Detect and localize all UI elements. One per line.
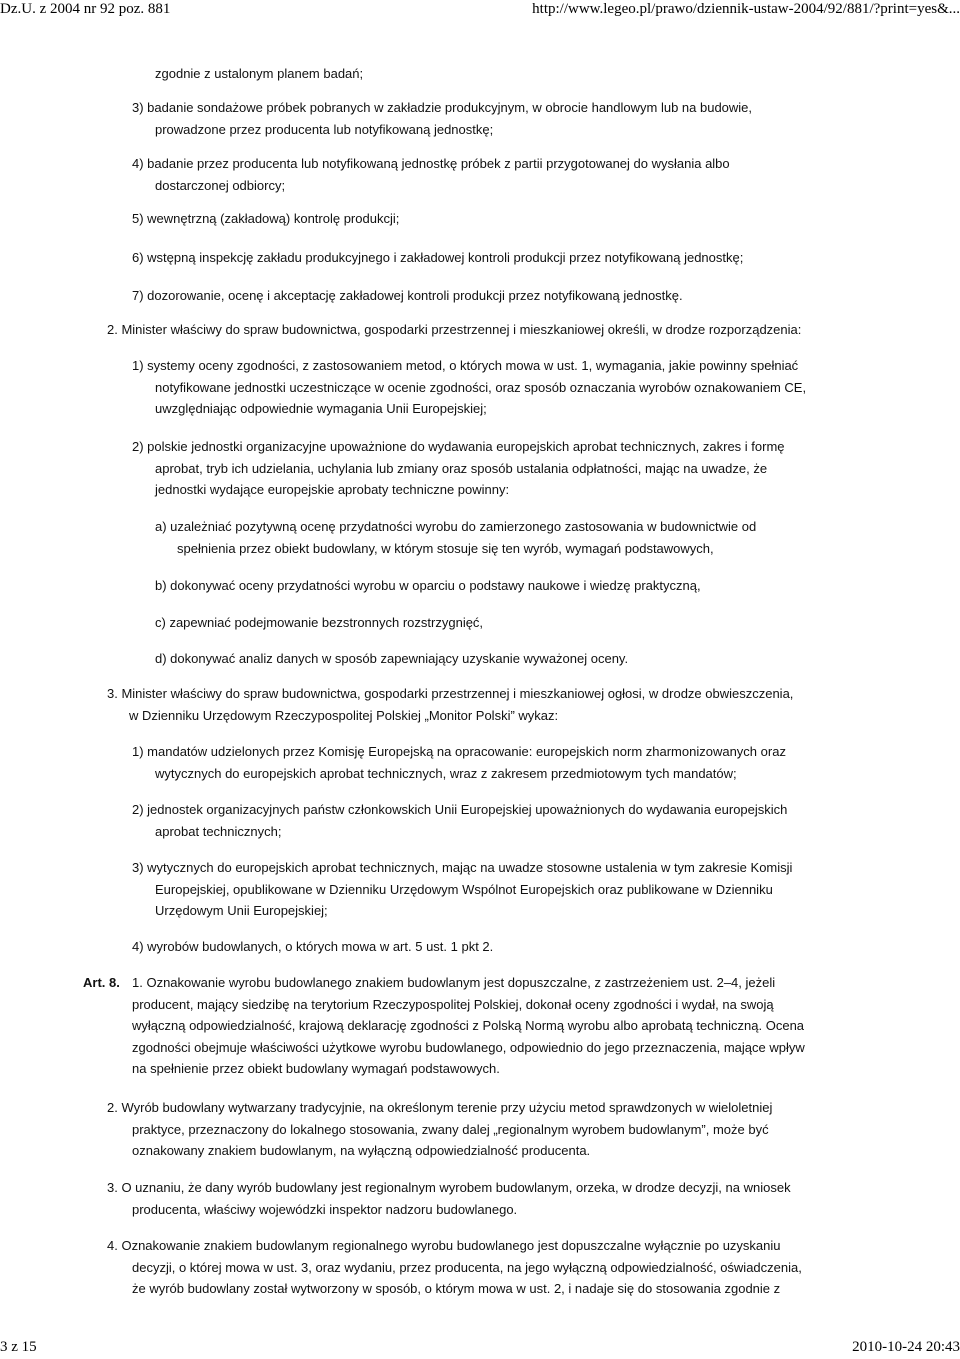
text-line: 7) dozorowanie, ocenę i akceptację zakładowej kontroli produkcji przez notyfikowaną jednostkę. (132, 288, 683, 303)
paragraph (132, 436, 785, 501)
text-line: wytycznych do europejskich aprobat technicznych, wraz z zakresem przedmiotowym tych mandatów; (155, 765, 737, 781)
paragraph (107, 683, 793, 726)
text-line: Europejskiej, opublikowane w Dzienniku Urzędowym Wspólnot Europejskich oraz publikowane w Dzienniku (155, 881, 773, 897)
text-line: wyłączną odpowiedzialność, krajową deklarację zgodności z Polską Normą wyrobu albo aprobatą techniczną. Ocena (132, 1018, 805, 1033)
page-counter: 3 z 15 (0, 1339, 37, 1355)
text-line: zgodności obejmuje właściwości użytkowe wyrobu budowlanego, odpowiednio do jego przeznaczenia, mające wpływ (132, 1039, 805, 1055)
text-line: w Dzienniku Urzędowym Rzeczypospolitej Polskiej „Monitor Polski” wykaz: (129, 707, 559, 723)
article-label: Art. 8. (83, 975, 120, 990)
paragraph (155, 575, 701, 597)
text-line: notyfikowane jednostki uczestniczące w ocenie zgodności, oraz sposób oznaczania wyrobów oznakowaniem CE, (155, 379, 807, 395)
text-line: 1) mandatów udzielonych przez Komisję Europejską na opracowanie: europejskich norm zharmonizowanych oraz (132, 744, 786, 759)
paragraph (132, 972, 805, 1080)
paragraph (132, 799, 787, 842)
text-line: spełnienia przez obiekt budowlany, w którym stosuje się ten wyrób, wymagań podstawowych, (177, 540, 714, 556)
text-line: Urzędowym Unii Europejskiej; (155, 903, 328, 918)
paragraph (155, 516, 756, 559)
paragraph (155, 648, 628, 670)
paragraph (132, 208, 399, 230)
paragraph (155, 612, 483, 634)
paragraph (132, 857, 792, 922)
paragraph (107, 319, 801, 341)
text-line: praktyce, przeznaczony do lokalnego stosowania, zwany dalej „regionalnym wyrobem budowlanym”, może być (132, 1121, 769, 1137)
text-line: aprobat, tryb ich udzielania, uchylania lub zmiany oraz sposób ustalania odpłatności, mając na uwadze, że (155, 460, 768, 476)
paragraph (155, 63, 363, 85)
text-line: jednostki wydające europejskie aprobaty techniczne powinny: (155, 482, 510, 497)
paragraph (107, 1097, 772, 1162)
paragraph (132, 741, 786, 784)
text-line: 3) badanie sondażowe próbek pobranych w zakładzie produkcyjnym, w obrocie handlowym lub na budowie, (132, 100, 753, 115)
text-line: 4) wyrobów budowlanych, o których mowa w art. 5 ust. 1 pkt 2. (132, 939, 494, 954)
header-url: http://www.legeo.pl/prawo/dziennik-ustaw-2004/92/881/?print=yes&... (532, 1, 960, 17)
text-line: 1) systemy oceny zgodności, z zastosowaniem metod, o których mowa w ust. 1, wymagania, jakie powinny spełniać (132, 358, 799, 373)
text-line: 2) polskie jednostki organizacyjne upoważnione do wydawania europejskich aprobat technicznych, zakres i formę (132, 439, 785, 454)
text-line: że wyrób budowlany został wytworzony w sposób, o którym mowa w ust. 2, i nadaje się do stosowania zgodnie z (132, 1281, 781, 1296)
text-line: 4. Oznakowanie znakiem budowlanym regionalnego wyrobu budowlanego jest dopuszczalne wyłącznie po uzyskaniu (107, 1238, 781, 1253)
print-footer (0, 1339, 960, 1359)
paragraph (107, 1235, 802, 1300)
text-line: producenta, właściwy wojewódzki inspektor nadzoru budowlanego. (132, 1201, 518, 1217)
text-line: 2. Wyrób budowlany wytwarzany tradycyjnie, na określonym terenie przy użyciu metod sprawdzonych w wieloletniej (107, 1100, 773, 1115)
text-line: dostarczonej odbiorcy; (155, 177, 286, 193)
paragraph (132, 936, 493, 958)
text-line: b) dokonywać oceny przydatności wyrobu w oparciu o podstawy naukowe i wiedzę praktyczną, (155, 578, 701, 593)
paragraph (132, 285, 683, 307)
text-line: 2) jednostek organizacyjnych państw członkowskich Unii Europejskiej upoważnionych do wydawania europejskich (132, 802, 788, 817)
text-line: 2. Minister właściwy do spraw budownictwa, gospodarki przestrzennej i mieszkaniowej określi, w drodze rozporządzenia: (107, 322, 802, 337)
print-header (0, 1, 960, 23)
paragraph (107, 1177, 791, 1220)
text-line: 5) wewnętrzną (zakładową) kontrolę produkcji; (132, 211, 400, 226)
text-line: 4) badanie przez producenta lub notyfikowaną jednostkę próbek z partii przygotowanej do wysłania albo (132, 156, 730, 171)
text-line: 1. Oznakowanie wyrobu budowlanego znakiem budowlanym jest dopuszczalne, z zastrzeżeniem ust. 2–4, jeżeli (132, 975, 776, 990)
paragraph (132, 355, 806, 420)
text-line: 6) wstępną inspekcję zakładu produkcyjnego i zakładowej kontroli produkcji przez notyfikowaną jednostkę; (132, 250, 744, 265)
text-line: decyzji, o której mowa w ust. 3, oraz wydaniu, przez producenta, na jego wyłączną odpowiedzialność, oświadczenia, (132, 1259, 802, 1275)
paragraph (132, 97, 752, 140)
text-line: c) zapewniać podejmowanie bezstronnych rozstrzygnięć, (155, 615, 484, 630)
text-line: uwzględniając odpowiednie wymagania Unii Europejskiej; (155, 401, 487, 416)
header-source: Dz.U. z 2004 nr 92 poz. 881 (0, 1, 171, 17)
text-line: a) uzależniać pozytywną ocenę przydatności wyrobu do zamierzonego zastosowania w budownictwie od (155, 519, 757, 534)
text-line: oznakowany znakiem budowlanym, na wyłączną odpowiedzialność producenta. (132, 1143, 591, 1158)
text-line: zgodnie z ustalonym planem badań; (155, 66, 364, 81)
print-timestamp: 2010-10-24 20:43 (852, 1339, 960, 1355)
text-line: producent, mający siedzibę na terytorium Rzeczypospolitej Polskiej, dokonał oceny zgodności i wydał, na swoją (132, 996, 774, 1012)
paragraph (132, 153, 730, 196)
text-line: aprobat technicznych; (155, 823, 282, 839)
text-line: na spełnienie przez obiekt budowlany wymagań podstawowych. (132, 1061, 500, 1076)
paragraph (132, 247, 743, 269)
text-line: d) dokonywać analiz danych w sposób zapewniający uzyskanie wyważonej oceny. (155, 651, 629, 666)
text-line: 3. Minister właściwy do spraw budownictwa, gospodarki przestrzennej i mieszkaniowej ogłosi, w drodze obwieszczenia, (107, 686, 794, 701)
text-line: prowadzone przez producenta lub notyfikowaną jednostkę; (155, 121, 494, 137)
text-line: 3. O uznaniu, że dany wyrób budowlany jest regionalnym wyrobem budowlanym, orzeka, w drodze decyzji, na wniosek (107, 1180, 791, 1195)
text-line: 3) wytycznych do europejskich aprobat technicznych, mając na uwadze stosowne ustalenia w tym zakresie Komisji (132, 860, 793, 875)
